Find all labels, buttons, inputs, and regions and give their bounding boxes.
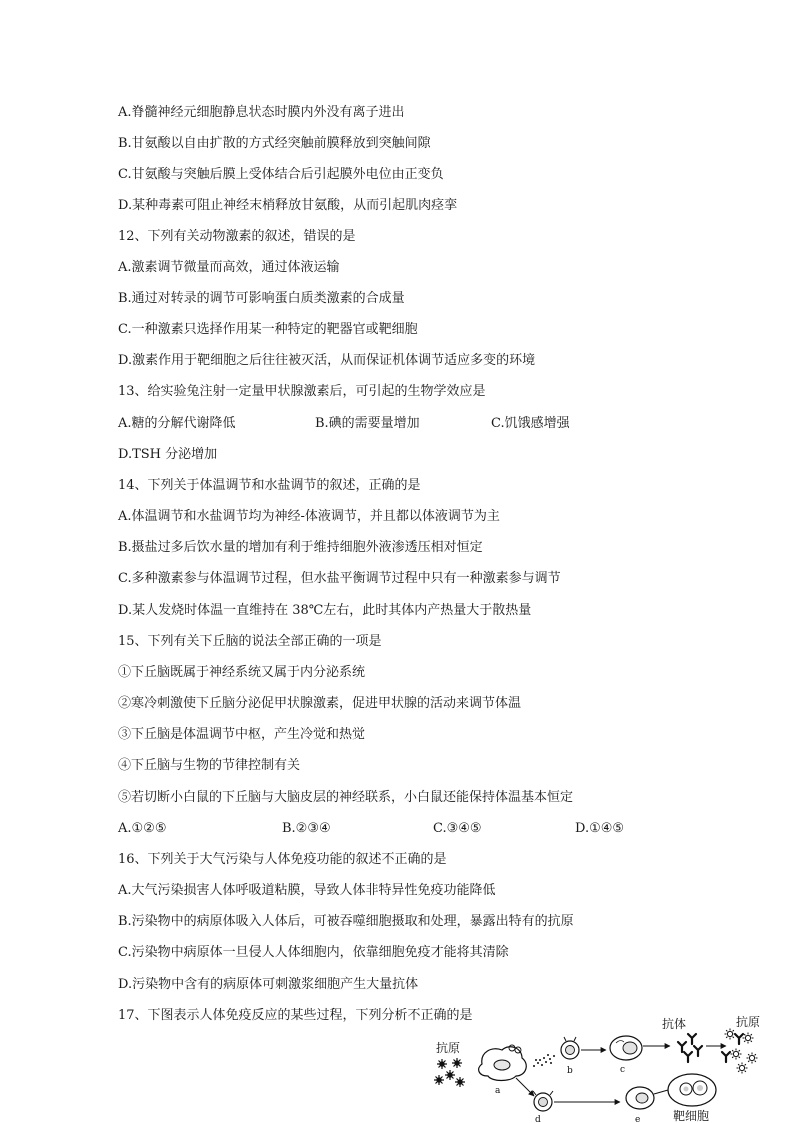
immune-response-diagram bbox=[430, 1010, 794, 1123]
q11-option-b: B.甘氨酸以自由扩散的方式经突触前膜释放到突触间隙 bbox=[118, 136, 431, 151]
q13-option-a: A.糖的分解代谢降低 bbox=[118, 416, 236, 431]
q16-stem: 16、下列关于大气污染与人体免疫功能的叙述不正确的是 bbox=[118, 852, 447, 867]
q15-statement-3: ③下丘脑是体温调节中枢，产生冷觉和热觉 bbox=[118, 727, 366, 742]
q12-option-b: B.通过对转录的调节可影响蛋白质类激素的合成量 bbox=[118, 291, 405, 306]
target-cell-label: 靶细胞 bbox=[673, 1109, 710, 1123]
q12-option-c: C.一种激素只选择作用某一种特定的靶器官或靶细胞 bbox=[118, 322, 418, 337]
secretion-dots bbox=[533, 1054, 555, 1067]
q16-option-b: B.污染物中的病原体吸入人体后，可被吞噬细胞摄取和处理，暴露出特有的抗原 bbox=[118, 914, 574, 929]
q11-option-a: A.脊髓神经元细胞静息状态时膜内外没有离子进出 bbox=[118, 105, 405, 120]
q15-option-a: A.①②⑤ bbox=[118, 821, 167, 836]
q14-stem: 14、下列关于体温调节和水盐调节的叙述，正确的是 bbox=[118, 478, 421, 493]
q14-option-c: C.多种激素参与体温调节过程，但水盐平衡调节过程中只有一种激素参与调节 bbox=[118, 571, 561, 586]
q15-option-c: C.③④⑤ bbox=[433, 821, 482, 836]
q15-option-b: B.②③④ bbox=[282, 821, 331, 836]
q14-option-b: B.摄盐过多后饮水量的增加有利于维持细胞外液渗透压相对恒定 bbox=[118, 540, 483, 555]
q15-statement-5: ⑤若切断小白鼠的下丘脑与大脑皮层的神经联系，小白鼠还能保持体温基本恒定 bbox=[118, 790, 574, 805]
q15-statement-1: ①下丘脑既属于神经系统又属于内分泌系统 bbox=[118, 665, 366, 680]
q15-statement-2: ②寒冷刺激使下丘脑分泌促甲状腺激素，促进甲状腺的活动来调节体温 bbox=[118, 696, 522, 711]
label-c: c bbox=[620, 1065, 626, 1075]
q13-option-d: D.TSH 分泌增加 bbox=[118, 447, 218, 462]
q16-option-a: A.大气污染损害人体呼吸道粘膜，导致人体非特异性免疫功能降低 bbox=[118, 883, 496, 898]
q13-stem: 13、给实验兔注射一定量甲状腺激素后，可引起的生物学效应是 bbox=[118, 384, 486, 399]
q12-option-d: D.激素作用于靶细胞之后往往被灭活，从而保证机体调节适应多变的环境 bbox=[118, 353, 536, 368]
label-e: e bbox=[635, 1115, 641, 1123]
q14-option-d: D.某人发烧时体温一直维持在 38℃左右，此时其体内产热量大于散热量 bbox=[118, 603, 532, 618]
label-d: d bbox=[535, 1115, 541, 1123]
q13-option-c: C.饥饿感增强 bbox=[491, 416, 570, 431]
q13-option-b: B.碘的需要量增加 bbox=[315, 416, 420, 431]
arrow-a-to-d bbox=[516, 1078, 534, 1096]
q12-option-a: A.激素调节微量而高效，通过体液运输 bbox=[118, 260, 340, 275]
q15-option-d: D.①④⑤ bbox=[575, 821, 625, 836]
target-cell bbox=[668, 1074, 716, 1106]
q14-option-a: A.体温调节和水盐调节均为神经-体液调节，并且都以体液调节为主 bbox=[118, 509, 500, 524]
q17-stem: 17、下图表示人体免疫反应的某些过程，下列分析不正确的是 bbox=[118, 1008, 473, 1023]
contact-line bbox=[654, 1090, 668, 1094]
q15-statement-4: ④下丘脑与生物的节律控制有关 bbox=[118, 758, 301, 773]
antigen-left-label: 抗原 bbox=[436, 1041, 461, 1055]
antigen-right-label: 抗原 bbox=[736, 1015, 761, 1029]
t-cell-d bbox=[533, 1091, 553, 1111]
q11-option-c: C.甘氨酸与突触后膜上受体结合后引起膜外电位由正变负 bbox=[118, 167, 444, 182]
q12-stem: 12、下列有关动物激素的叙述，错误的是 bbox=[118, 229, 356, 244]
label-a: a bbox=[495, 1086, 501, 1096]
antibody-label: 抗体 bbox=[662, 1017, 687, 1031]
plasma-cell-c bbox=[610, 1036, 642, 1060]
antigen-particles-left bbox=[434, 1058, 465, 1087]
antigen-antibody-complex bbox=[722, 1029, 758, 1074]
effector-cell-e bbox=[626, 1087, 654, 1109]
lymphocyte-cell-b bbox=[561, 1037, 579, 1059]
antibody-molecules bbox=[678, 1034, 702, 1062]
q11-option-d: D.某种毒素可阻止神经末梢释放甘氨酸，从而引起肌肉痉挛 bbox=[118, 198, 458, 213]
q15-stem: 15、下列有关下丘脑的说法全部正确的一项是 bbox=[118, 634, 382, 649]
q16-option-c: C.污染物中病原体一旦侵人人体细胞内，依靠细胞免疫才能将其清除 bbox=[118, 945, 509, 960]
phagocyte-cell-a bbox=[479, 1045, 527, 1081]
q16-option-d: D.污染物中含有的病原体可刺激浆细胞产生大量抗体 bbox=[118, 977, 419, 992]
label-b: b bbox=[567, 1066, 573, 1076]
